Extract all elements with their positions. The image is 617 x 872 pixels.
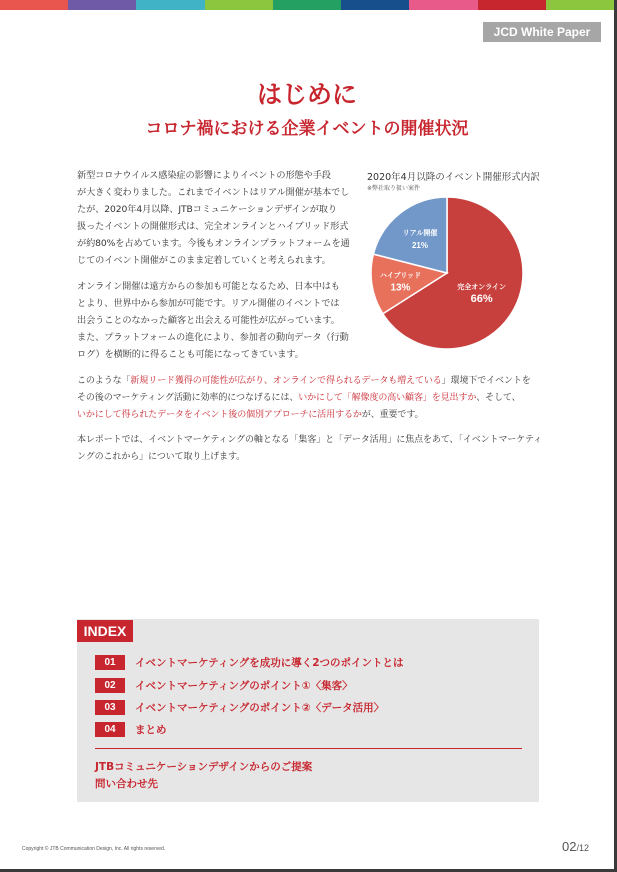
pie-value-real: 21%	[411, 241, 428, 251]
index-number: 03	[95, 700, 125, 715]
stripe-segment	[409, 0, 477, 10]
stripe-segment	[136, 0, 204, 10]
pie-label-real: リアル開催	[402, 229, 438, 238]
event-format-pie-chart	[369, 195, 525, 351]
index-item-text[interactable]: まとめ	[135, 723, 167, 736]
index-item-text[interactable]: イベントマーケティングを成功に導く2つのポイントとは	[135, 656, 404, 669]
index-item-04[interactable]	[95, 721, 167, 737]
pie-label-online: 完全オンライン	[457, 283, 507, 292]
stripe-segment	[546, 0, 614, 10]
intro-paragraph-1: 新型コロナウイルス感染症の影響によりイベントの形態や手段 が大きく変わりました。これまでイベントはリアル開催が基本でし たが、2020年4月以降、JTBコミュニケーションデザインが取り 扱ったイベントの開催形式は、完全オンラインとハイブリッド形式 が約80%を占めています。今後もオンラインプラットフォームを通 じてのイベント開催がこのまま定着していくと考えられます。	[77, 170, 350, 266]
index-item-text[interactable]: イベントマーケティングのポイント②〈データ活用〉	[135, 701, 385, 714]
index-item-01[interactable]	[95, 654, 404, 670]
index-item-text[interactable]: イベントマーケティングのポイント①〈集客〉	[135, 679, 353, 692]
whitepaper-tag: JCD White Paper	[483, 22, 601, 42]
index-label: INDEX	[77, 620, 133, 642]
body-paragraph-4: 本レポートでは、イベントマーケティングの軸となる「集客」と「データ活用」に焦点をあて、「イベントマーケティ ングのこれから」について取り上げます。	[77, 435, 543, 462]
index-item-proposal[interactable]: JTBコミュニケーションデザインからのご提案	[95, 761, 313, 773]
stripe-segment	[0, 0, 68, 10]
page-title: はじめに	[256, 80, 357, 109]
chart-title: 2020年4月以降のイベント開催形式内訳	[367, 172, 540, 183]
stripe-segment	[68, 0, 136, 10]
page-number	[562, 838, 589, 856]
index-number: 01	[95, 655, 125, 670]
page-current: 02	[562, 839, 577, 854]
body-paragraph-3: このような「新規リード獲得の可能性が広がり、オンラインで得られるデータも増えている」環境下でイベントを その後のマーケティング活動に効率的につなげるには、いかにして「解像度の高い顧客」を見出すか、そして、 いかにして得られたデータをイベント後の個別アプローチに活用するかが、重要です。	[77, 376, 531, 420]
index-divider	[95, 748, 522, 749]
page-separator: /	[576, 843, 579, 853]
index-number: 04	[95, 722, 125, 737]
index-item-contact[interactable]: 問い合わせ先	[95, 778, 158, 790]
pie-value-hybrid: 13%	[390, 282, 411, 294]
page-subtitle: コロナ禍における企業イベントの開催状況	[145, 119, 469, 139]
index-item-02[interactable]	[95, 677, 353, 693]
stripe-segment	[478, 0, 546, 10]
stripe-segment	[273, 0, 341, 10]
pie-value-online: 66%	[470, 293, 493, 306]
copyright-text: Copyright © JTB Communication Design, Inc. All rights reserved.	[22, 846, 166, 852]
pie-label-hybrid: ハイブリッド	[379, 271, 422, 280]
index-number: 02	[95, 678, 125, 693]
header-color-stripe	[0, 0, 614, 10]
page-total: 12	[578, 843, 589, 853]
stripe-segment	[205, 0, 273, 10]
stripe-segment	[341, 0, 409, 10]
chart-note: ※弊社取り扱い案件	[367, 185, 421, 192]
intro-paragraph-2: オンライン開催は遠方からの参加も可能となるため、日本中はも とより、世界中から参加が可能です。リアル開催のイベントでは 出会うことのなかった顧客と出会える可能性が広がっています。 また、プラットフォームの進化により、参加者の動向データ（行動 ログ）を横断的に得ることも可能になってきています。	[77, 281, 349, 360]
index-item-03[interactable]	[95, 699, 384, 715]
